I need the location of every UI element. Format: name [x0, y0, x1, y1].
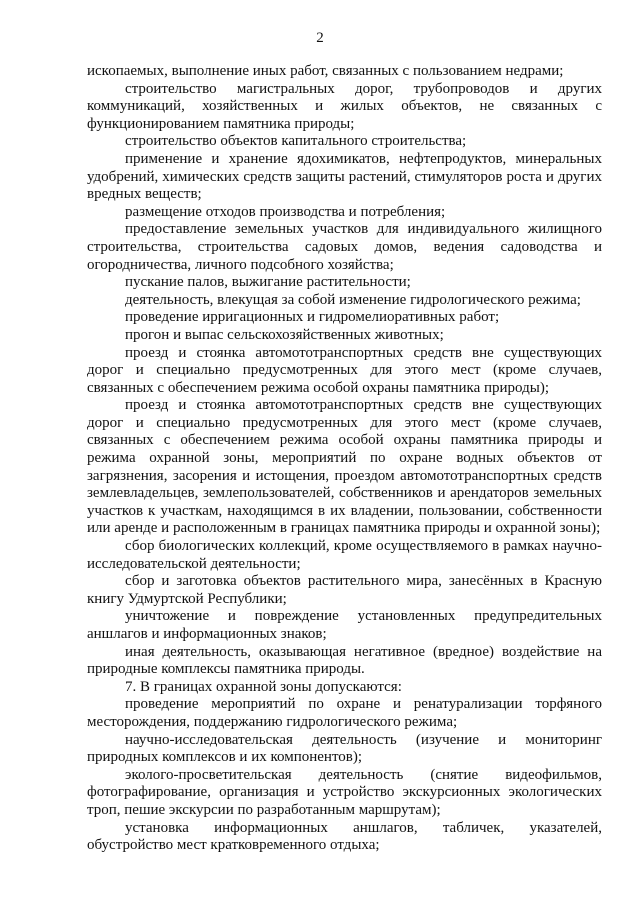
paragraph: проведение ирригационных и гидромелиоративных работ;	[125, 309, 500, 326]
paragraph: научно-исследовательская деятельность (изучение и мониторинг природных комплексов и их компонентов);	[87, 731, 602, 766]
paragraph: уничтожение и повреждение установленных предупредительных аншлагов и информационных знаков;	[87, 608, 602, 642]
paragraph: сбор биологических коллекций, кроме осуществляемого в рамках научно-исследовательской деятельности;	[87, 538, 602, 572]
paragraph: иная деятельность, оказывающая негативное (вредное) воздействие на природные комплексы памятника природы.	[87, 643, 602, 678]
paragraph: эколого-просветительская деятельность (снятие видеофильмов, фотографирование, организация и устройство экскурсионных экологических троп, пешие экскурсии по разработанным маршрутам);	[87, 766, 602, 818]
paragraph: размещение отходов производства и потребления;	[125, 203, 446, 220]
document-body	[87, 63, 602, 855]
paragraph: ископаемых, выполнение иных работ, связанных с пользованием недрами;	[87, 63, 564, 79]
paragraph: проезд и стоянка автомототранспортных средств вне существующих дорог и специально предусмотренных для этого мест (кроме случаев, связанных с обеспечением режима особой охраны памятника природы);	[87, 344, 602, 396]
paragraph: установка информационных аншлагов, табличек, указателей, обустройство мест кратковременного отдыха;	[87, 819, 602, 854]
paragraph: деятельность, влекущая за собой изменение гидрологического режима;	[125, 291, 581, 308]
paragraph: строительство магистральных дорог, трубопроводов и других коммуникаций, хозяйственных и жилых объектов, не связанных с функционированием памятника природы;	[87, 80, 602, 132]
paragraph: пускание палов, выжигание растительности;	[125, 274, 411, 291]
paragraph: сбор и заготовка объектов растительного мира, занесённых в Красную книгу Удмуртской Республики;	[87, 573, 602, 607]
paragraph: предоставление земельных участков для индивидуального жилищного строительства, строительства садовых домов, ведения садоводства и огородничества, личного подсобного хозяйства;	[87, 221, 602, 273]
section-heading: 7. В границах охранной зоны допускаются:	[125, 678, 402, 695]
paragraph: применение и хранение ядохимикатов, нефтепродуктов, минеральных удобрений, химических средств защиты растений, стимуляторов роста и других вредных веществ;	[87, 150, 602, 203]
page-number: 2	[316, 30, 324, 46]
paragraph: проезд и стоянка автомототранспортных средств вне существующих дорог и специально предусмотренных для этого мест (кроме случаев, связанных с обеспечением режима особой охраны памятника природы и режима охранной зоны, мероприятий по охране водных объектов от загрязнения, засорения и истощения, проездом автомототранспортных средств землевладельцев, землепользователей, собственников и арендаторов земельных участков к участкам, находящимся в их владении, пользовании, собственности или аренде и расположенным в границах памятника природы и охранной зоны);	[87, 397, 602, 537]
paragraph: прогон и выпас сельскохозяйственных животных;	[125, 326, 444, 343]
paragraph: строительство объектов капитального строительства;	[125, 133, 467, 150]
paragraph: проведение мероприятий по охране и ренатурализации торфяного месторождения, поддержанию гидрологического режима;	[87, 696, 602, 730]
